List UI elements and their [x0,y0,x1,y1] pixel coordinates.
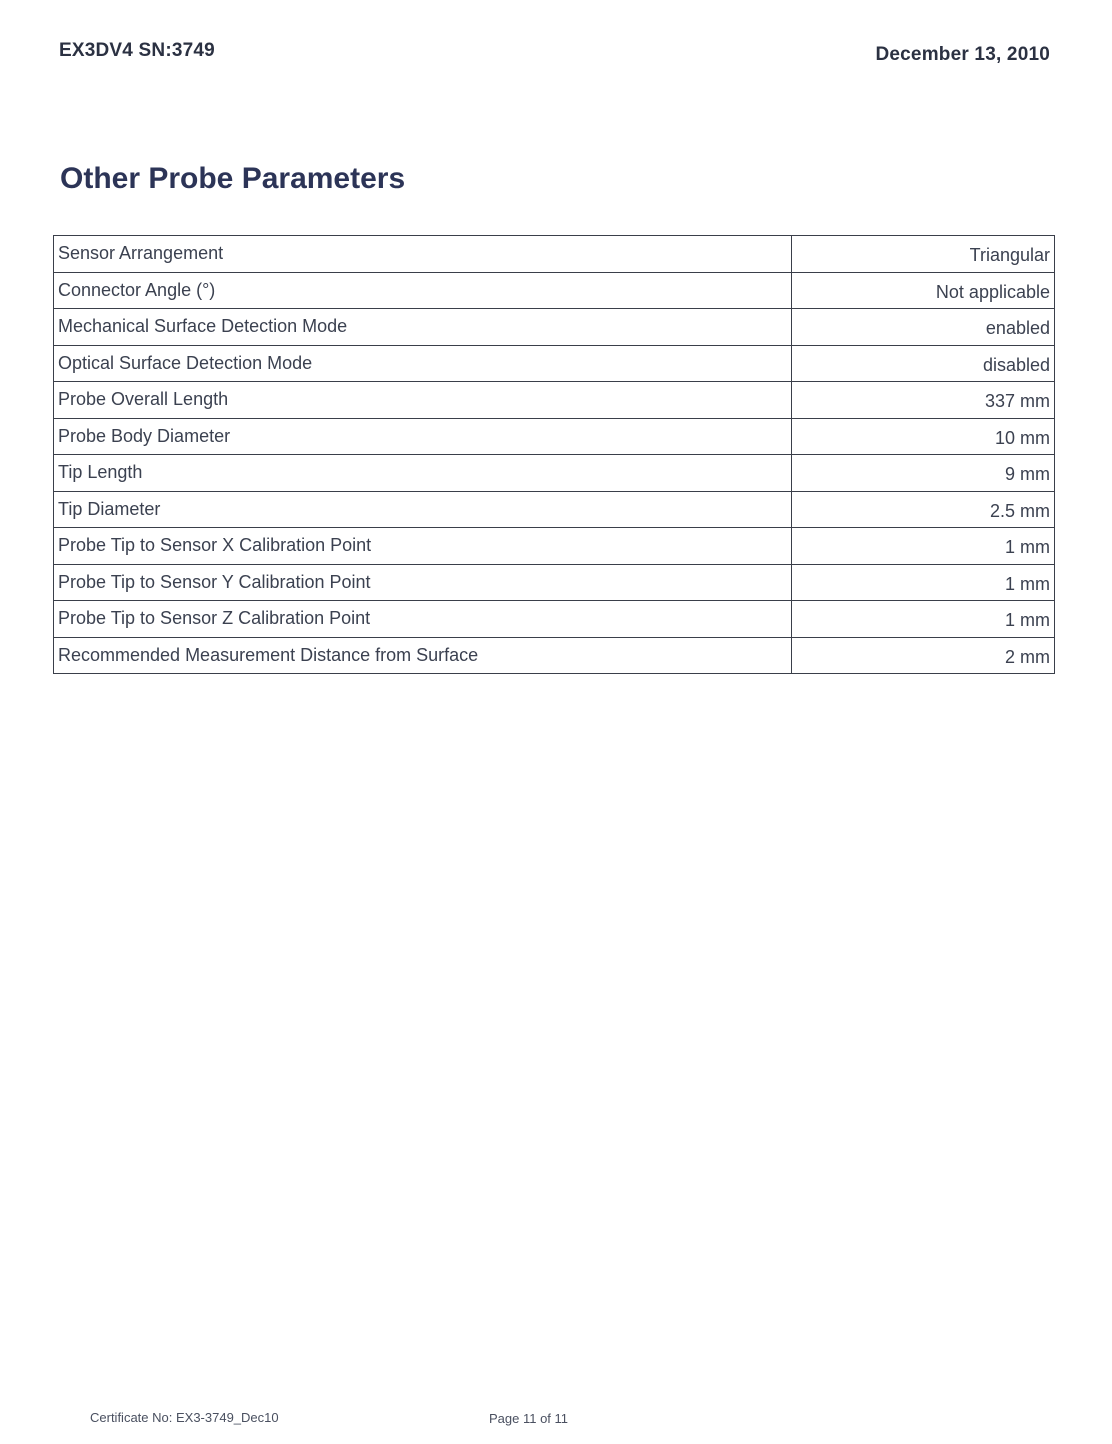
parameter-label: Tip Diameter [54,491,792,528]
table-row [54,345,1055,382]
table-row [54,601,1055,638]
footer-page-number: Page 11 of 11 [489,1411,569,1426]
footer-certificate-number: Certificate No: EX3-3749_Dec10 [90,1410,279,1425]
parameter-label: Probe Tip to Sensor Y Calibration Point [54,564,792,601]
header-date: December 13, 2010 [875,44,1050,65]
parameter-value: 1 mm [792,528,1055,565]
table-row [54,309,1055,346]
parameter-value: Triangular [792,236,1055,273]
parameter-label: Probe Tip to Sensor X Calibration Point [54,528,792,565]
table-row [54,418,1055,455]
table-row [54,455,1055,492]
parameter-label: Mechanical Surface Detection Mode [54,309,792,346]
parameter-label: Tip Length [54,455,792,492]
parameter-label: Connector Angle (°) [54,272,792,309]
parameter-label: Recommended Measurement Distance from Surface [54,637,792,674]
table-row [54,491,1055,528]
parameter-value: 1 mm [792,601,1055,638]
parameter-value: 1 mm [792,564,1055,601]
table-row [54,272,1055,309]
table-row [54,637,1055,674]
table-row [54,236,1055,273]
table-row [54,528,1055,565]
parameter-value: 10 mm [792,418,1055,455]
header-device-id: EX3DV4 SN:3749 [59,40,215,61]
parameter-label: Probe Body Diameter [54,418,792,455]
parameter-value: enabled [792,309,1055,346]
parameter-value: 337 mm [792,382,1055,419]
parameter-value: 9 mm [792,455,1055,492]
parameter-value: 2.5 mm [792,491,1055,528]
parameter-value: disabled [792,345,1055,382]
page-title: Other Probe Parameters [60,162,406,195]
parameters-table [53,235,1055,674]
table-row [54,382,1055,419]
parameter-label: Sensor Arrangement [54,236,792,273]
parameter-value: 2 mm [792,637,1055,674]
parameter-label: Probe Tip to Sensor Z Calibration Point [54,601,792,638]
parameter-label: Probe Overall Length [54,382,792,419]
table-row [54,564,1055,601]
parameter-label: Optical Surface Detection Mode [54,345,792,382]
parameter-value: Not applicable [792,272,1055,309]
